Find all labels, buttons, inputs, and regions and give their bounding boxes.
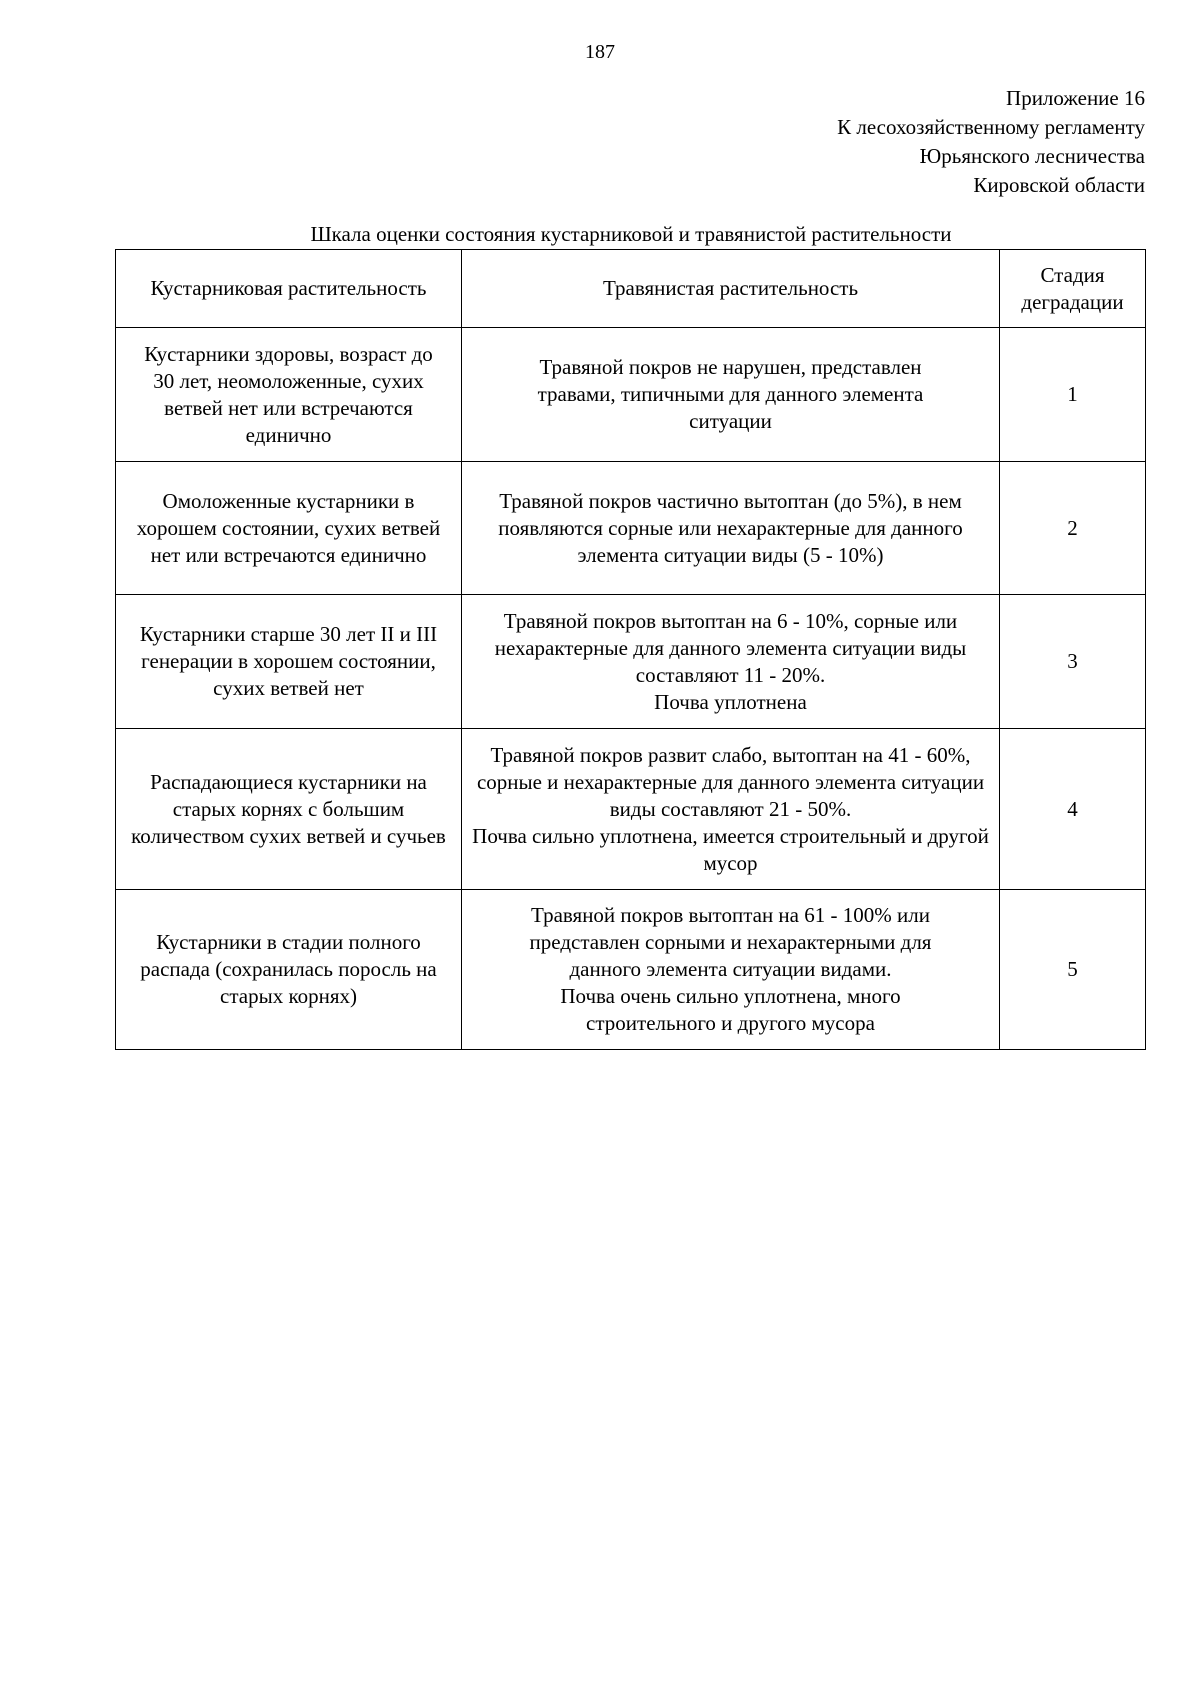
page-number: 187 <box>585 41 615 63</box>
stage-cell: 2 <box>1000 462 1146 595</box>
appendix-line-3: Юрьянского лесничества <box>919 144 1145 168</box>
table-row <box>116 328 1146 462</box>
shrubs-cell: Омоложенные кустарники в хорошем состоянии, сухих ветвей нет или встречаются единично <box>116 462 462 595</box>
table-row <box>116 462 1146 595</box>
herbs-soil-text: Почва уплотнена <box>654 689 807 714</box>
header-herbs: Травянистая растительность <box>462 250 1000 328</box>
herbs-cell <box>462 595 1000 729</box>
stage-cell: 3 <box>1000 595 1146 729</box>
appendix-line-4: Кировской области <box>973 173 1145 197</box>
header-stage-line-2: деградации <box>1021 289 1124 314</box>
table-header-row <box>116 250 1146 328</box>
table-row <box>116 729 1146 890</box>
herbs-cell <box>462 328 1000 462</box>
herbs-soil-text: Почва сильно уплотнена, имеется строительный и другой мусор <box>472 823 989 875</box>
appendix-line-1: Приложение 16 <box>1006 86 1145 110</box>
table-title: Шкала оценки состояния кустарниковой и травянистой растительности <box>310 222 952 246</box>
herbs-cell <box>462 890 1000 1050</box>
herbs-soil-text: Почва очень сильно уплотнена, много строительного и другого мусора <box>560 984 901 1035</box>
table-row <box>116 595 1146 729</box>
stage-cell: 5 <box>1000 890 1146 1050</box>
shrubs-cell: Кустарники старше 30 лет II и III генерации в хорошем состоянии, сухих ветвей нет <box>116 595 462 729</box>
herbs-text: Травяной покров вытоптан на 6 - 10%, сорные или нехарактерные для данного элемента ситуации виды составляют 11 - 20%. <box>494 608 967 687</box>
table-row <box>116 890 1146 1050</box>
vegetation-condition-table <box>115 249 1146 1050</box>
header-stage-line-1: Стадия <box>1040 262 1105 287</box>
herbs-text: Травяной покров частично вытоптан (до 5%), в нем появляются сорные или нехарактерные для данного элемента ситуации виды (5 - 10%) <box>498 488 963 567</box>
herbs-cell <box>462 462 1000 595</box>
header-shrubs: Кустарниковая растительность <box>116 250 462 328</box>
herbs-text: Травяной покров не нарушен, представлен травами, типичными для данного элемента ситуации <box>537 355 924 433</box>
stage-cell: 1 <box>1000 328 1146 462</box>
shrubs-cell: Распадающиеся кустарники на старых корнях с большим количеством сухих ветвей и сучьев <box>116 729 462 890</box>
shrubs-cell: Кустарники здоровы, возраст до 30 лет, неомоложенные, сухих ветвей нет или встречаются единично <box>116 328 462 462</box>
herbs-cell <box>462 729 1000 890</box>
herbs-text: Травяной покров развит слабо, вытоптан на 41 - 60%, сорные и нехарактерные для данного элемента ситуации виды составляют 21 - 50%. <box>476 742 985 821</box>
appendix-header <box>837 84 1145 200</box>
header-stage <box>1000 250 1146 328</box>
stage-cell: 4 <box>1000 729 1146 890</box>
shrubs-cell: Кустарники в стадии полного распада (сохранилась поросль на старых корнях) <box>116 890 462 1050</box>
herbs-text: Травяной покров вытоптан на 61 - 100% или представлен сорными и нехарактерными для данного элемента ситуации видами. <box>529 903 932 981</box>
appendix-line-2: К лесохозяйственному регламенту <box>837 115 1145 139</box>
